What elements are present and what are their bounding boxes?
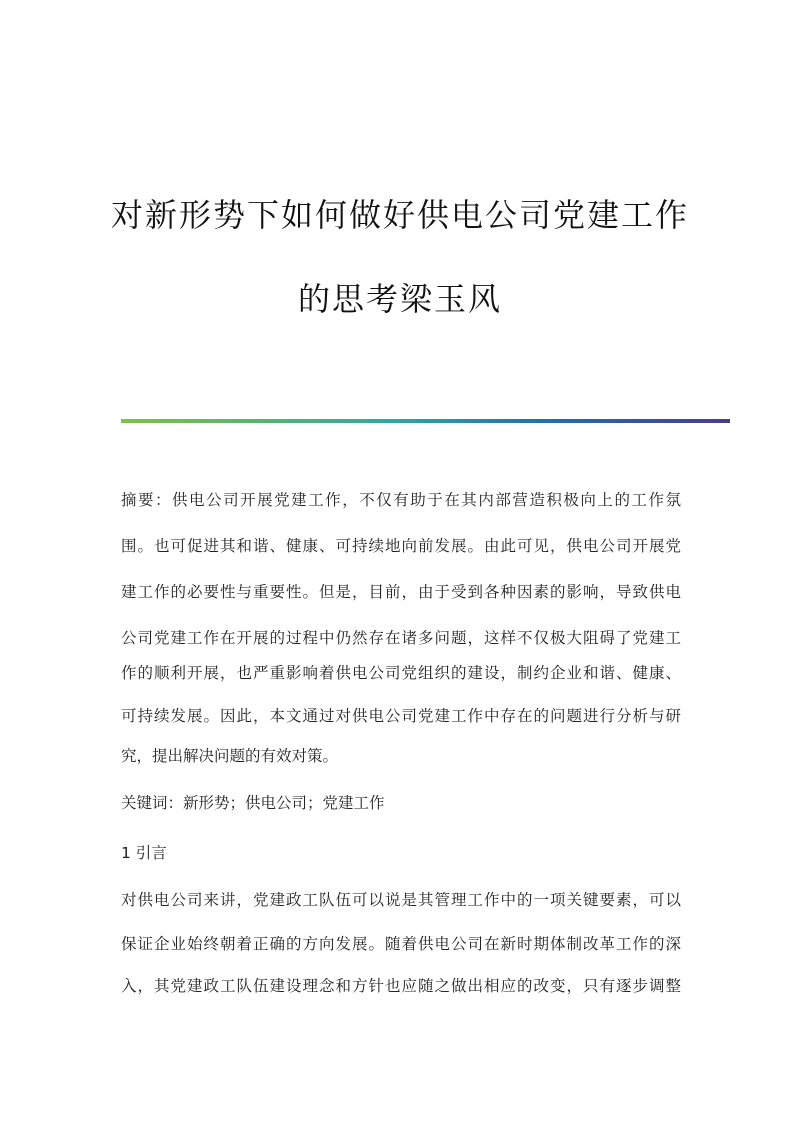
document-title-line-1: 对新形势下如何做好供电公司党建工作: [110, 196, 689, 234]
abstract-line: 摘要：供电公司开展党建工作，不仅有助于在其内部营造积极向上的工作氛: [121, 491, 681, 509]
body-line: 对供电公司来讲，党建政工队伍可以说是其管理工作中的一项关键要素，可以: [121, 891, 681, 909]
section-heading: 1 引言: [121, 844, 167, 862]
body-line: 入，其党建政工队伍建设理念和方针也应随之做出相应的改变，只有逐步调整: [121, 977, 681, 995]
abstract-line-last: 究，提出解决问题的有效对策。: [121, 747, 339, 765]
gradient-divider: [121, 419, 730, 423]
abstract-line: 可持续发展。因此，本文通过对供电公司党建工作中存在的问题进行分析与研: [121, 707, 681, 725]
keywords: 关键词：新形势；供电公司；党建工作: [121, 794, 385, 812]
document-title-line-2: 的思考梁玉风: [297, 280, 502, 318]
abstract-line: 围。也可促进其和谐、健康、可持续地向前发展。由此可见，供电公司开展党: [121, 537, 681, 555]
abstract-line: 作的顺利开展，也严重影响着供电公司党组织的建设，制约企业和谐、健康、: [121, 664, 681, 682]
abstract-line: 公司党建工作在开展的过程中仍然存在诸多问题，这样不仅极大阻碍了党建工: [121, 629, 681, 647]
abstract-line: 建工作的必要性与重要性。但是，目前，由于受到各种因素的影响，导致供电: [121, 583, 681, 601]
body-line: 保证企业始终朝着正确的方向发展。随着供电公司在新时期体制改革工作的深: [121, 935, 681, 953]
